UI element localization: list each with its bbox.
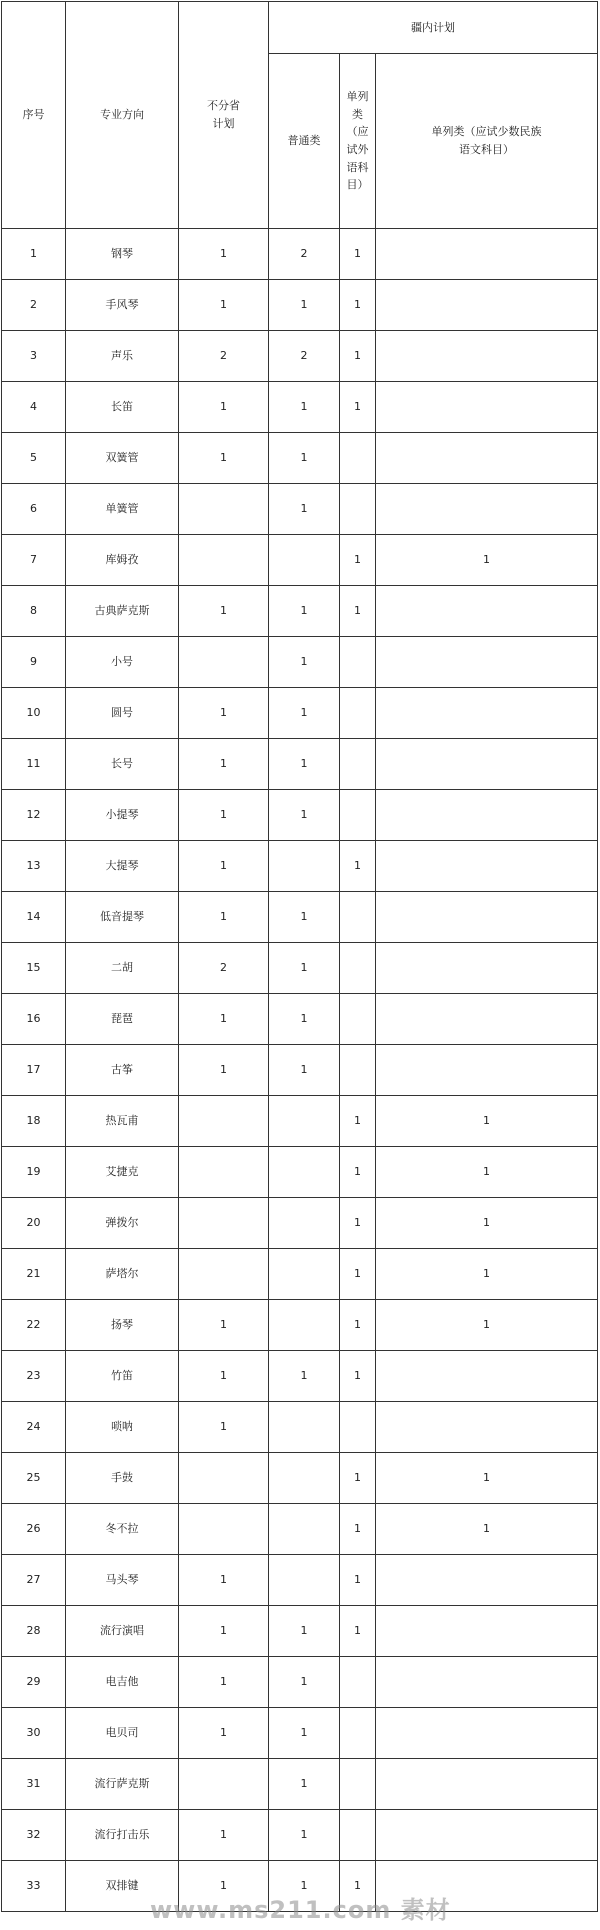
- cell-single-minority-language: 1: [376, 1453, 598, 1504]
- table-row: [2, 943, 598, 994]
- cell-single-minority-language: [376, 790, 598, 841]
- cell-single-foreign-language: 1: [340, 1300, 376, 1351]
- cell-single-foreign-language: 1: [340, 1147, 376, 1198]
- cell-single-minority-language: 1: [376, 1147, 598, 1198]
- cell-single-minority-language: [376, 688, 598, 739]
- table-row: [2, 1198, 598, 1249]
- cell-seq: 26: [2, 1504, 66, 1555]
- header-xinjiang-plan: 疆内计划: [269, 2, 598, 54]
- cell-single-minority-language: 1: [376, 1198, 598, 1249]
- cell-cross-province: 1: [179, 1351, 269, 1402]
- cell-major: 竹笛: [66, 1351, 179, 1402]
- cell-single-foreign-language: [340, 1045, 376, 1096]
- cell-seq: 28: [2, 1606, 66, 1657]
- cell-single-minority-language: 1: [376, 1300, 598, 1351]
- cell-cross-province: 1: [179, 1402, 269, 1453]
- cell-major: 库姆孜: [66, 535, 179, 586]
- table-row: [2, 331, 598, 382]
- cell-major: 二胡: [66, 943, 179, 994]
- cell-single-minority-language: [376, 1657, 598, 1708]
- cell-single-foreign-language: 1: [340, 1198, 376, 1249]
- cell-cross-province: [179, 1147, 269, 1198]
- table-row: [2, 994, 598, 1045]
- table-row: [2, 1657, 598, 1708]
- cell-seq: 32: [2, 1810, 66, 1861]
- cell-seq: 10: [2, 688, 66, 739]
- cell-single-foreign-language: 1: [340, 1453, 376, 1504]
- cell-single-foreign-language: [340, 790, 376, 841]
- cell-major: 长笛: [66, 382, 179, 433]
- cell-cross-province: 1: [179, 688, 269, 739]
- cell-single-foreign-language: [340, 637, 376, 688]
- cell-major: 长号: [66, 739, 179, 790]
- cell-seq: 19: [2, 1147, 66, 1198]
- cell-seq: 7: [2, 535, 66, 586]
- table-row: [2, 1402, 598, 1453]
- cell-cross-province: 1: [179, 1810, 269, 1861]
- cell-general: 1: [269, 637, 340, 688]
- cell-major: 手风琴: [66, 280, 179, 331]
- cell-general: 2: [269, 331, 340, 382]
- cell-major: 弹拨尔: [66, 1198, 179, 1249]
- cell-major: 唢呐: [66, 1402, 179, 1453]
- cell-major: 电贝司: [66, 1708, 179, 1759]
- header-major: 专业方向: [66, 2, 179, 229]
- cell-general: [269, 1147, 340, 1198]
- cell-seq: 29: [2, 1657, 66, 1708]
- cell-seq: 33: [2, 1861, 66, 1912]
- cell-general: [269, 1249, 340, 1300]
- cell-single-minority-language: [376, 229, 598, 280]
- table-row: [2, 586, 598, 637]
- cell-cross-province: 1: [179, 892, 269, 943]
- cell-major: 电吉他: [66, 1657, 179, 1708]
- cell-general: 1: [269, 739, 340, 790]
- cell-general: [269, 1453, 340, 1504]
- cell-cross-province: [179, 1249, 269, 1300]
- cell-general: 1: [269, 1351, 340, 1402]
- cell-single-minority-language: 1: [376, 1249, 598, 1300]
- cell-general: [269, 1504, 340, 1555]
- cell-cross-province: 1: [179, 1555, 269, 1606]
- cell-single-foreign-language: 1: [340, 1606, 376, 1657]
- cell-major: 声乐: [66, 331, 179, 382]
- cell-single-minority-language: [376, 637, 598, 688]
- cell-single-foreign-language: [340, 484, 376, 535]
- cell-major: 双排键: [66, 1861, 179, 1912]
- cell-seq: 18: [2, 1096, 66, 1147]
- cell-seq: 22: [2, 1300, 66, 1351]
- cell-single-minority-language: [376, 433, 598, 484]
- cell-single-foreign-language: [340, 1657, 376, 1708]
- header-single-foreign-language-text: 单列类（应试外语科目）: [346, 90, 369, 192]
- cell-major: 古筝: [66, 1045, 179, 1096]
- cell-single-foreign-language: [340, 1708, 376, 1759]
- cell-cross-province: 1: [179, 433, 269, 484]
- table-row: [2, 1096, 598, 1147]
- cell-seq: 3: [2, 331, 66, 382]
- cell-general: 1: [269, 484, 340, 535]
- cell-general: 1: [269, 1045, 340, 1096]
- cell-general: 1: [269, 1861, 340, 1912]
- table-row: [2, 229, 598, 280]
- cell-seq: 1: [2, 229, 66, 280]
- cell-cross-province: 1: [179, 280, 269, 331]
- table-row: [2, 1147, 598, 1198]
- cell-major: 大提琴: [66, 841, 179, 892]
- table-row: [2, 739, 598, 790]
- cell-cross-province: 1: [179, 1300, 269, 1351]
- table-row: [2, 1708, 598, 1759]
- table-row: [2, 1300, 598, 1351]
- header-seq: 序号: [2, 2, 66, 229]
- cell-single-foreign-language: 1: [340, 1555, 376, 1606]
- site-watermark: www.ms211.com 素材: [150, 1896, 451, 1924]
- table-row: [2, 1045, 598, 1096]
- cell-single-minority-language: [376, 280, 598, 331]
- table-row: [2, 1249, 598, 1300]
- cell-seq: 21: [2, 1249, 66, 1300]
- cell-seq: 30: [2, 1708, 66, 1759]
- table-row: [2, 688, 598, 739]
- cell-major: 流行萨克斯: [66, 1759, 179, 1810]
- cell-single-foreign-language: 1: [340, 1861, 376, 1912]
- cell-general: 1: [269, 433, 340, 484]
- cell-major: 艾捷克: [66, 1147, 179, 1198]
- cell-single-minority-language: [376, 1555, 598, 1606]
- cell-cross-province: [179, 535, 269, 586]
- cell-general: 1: [269, 994, 340, 1045]
- cell-cross-province: 1: [179, 841, 269, 892]
- cell-cross-province: [179, 1504, 269, 1555]
- cell-single-foreign-language: [340, 688, 376, 739]
- cell-general: 1: [269, 790, 340, 841]
- cell-seq: 20: [2, 1198, 66, 1249]
- cell-major: 低音提琴: [66, 892, 179, 943]
- cell-seq: 9: [2, 637, 66, 688]
- cell-general: 1: [269, 1708, 340, 1759]
- cell-single-minority-language: [376, 994, 598, 1045]
- cell-single-foreign-language: 1: [340, 280, 376, 331]
- cell-general: 2: [269, 229, 340, 280]
- cell-seq: 31: [2, 1759, 66, 1810]
- cell-general: 1: [269, 943, 340, 994]
- cell-seq: 17: [2, 1045, 66, 1096]
- header-general: 普通类: [269, 54, 340, 229]
- cell-major: 古典萨克斯: [66, 586, 179, 637]
- cell-major: 双簧管: [66, 433, 179, 484]
- cell-general: [269, 1096, 340, 1147]
- cell-general: [269, 841, 340, 892]
- cell-major: 琵琶: [66, 994, 179, 1045]
- table-row: [2, 1861, 598, 1912]
- cell-single-minority-language: [376, 331, 598, 382]
- cell-general: [269, 1555, 340, 1606]
- cell-single-foreign-language: 1: [340, 1351, 376, 1402]
- cell-single-foreign-language: 1: [340, 1096, 376, 1147]
- cell-cross-province: 1: [179, 1045, 269, 1096]
- table-row: [2, 637, 598, 688]
- cell-single-foreign-language: 1: [340, 535, 376, 586]
- cell-single-minority-language: [376, 1402, 598, 1453]
- table-row: [2, 280, 598, 331]
- cell-single-minority-language: [376, 1861, 598, 1912]
- table-row: [2, 1504, 598, 1555]
- table-row: [2, 1759, 598, 1810]
- cell-cross-province: 1: [179, 1708, 269, 1759]
- cell-single-minority-language: [376, 484, 598, 535]
- cell-cross-province: 2: [179, 331, 269, 382]
- cell-single-foreign-language: [340, 433, 376, 484]
- cell-single-minority-language: [376, 1045, 598, 1096]
- cell-seq: 24: [2, 1402, 66, 1453]
- cell-seq: 14: [2, 892, 66, 943]
- cell-single-minority-language: [376, 1708, 598, 1759]
- cell-major: 萨塔尔: [66, 1249, 179, 1300]
- cell-cross-province: 1: [179, 994, 269, 1045]
- cell-major: 流行演唱: [66, 1606, 179, 1657]
- cell-major: 流行打击乐: [66, 1810, 179, 1861]
- cell-single-minority-language: 1: [376, 1504, 598, 1555]
- header-single-minority-language-text: 单列类（应试少数民族语文科目）: [431, 125, 542, 156]
- cell-single-minority-language: [376, 1606, 598, 1657]
- cell-seq: 27: [2, 1555, 66, 1606]
- cell-seq: 15: [2, 943, 66, 994]
- table-row: [2, 535, 598, 586]
- table-row: [2, 790, 598, 841]
- cell-general: [269, 1300, 340, 1351]
- cell-cross-province: [179, 637, 269, 688]
- cell-major: 手鼓: [66, 1453, 179, 1504]
- cell-single-foreign-language: 1: [340, 586, 376, 637]
- cell-seq: 23: [2, 1351, 66, 1402]
- cell-general: 1: [269, 1759, 340, 1810]
- cell-seq: 12: [2, 790, 66, 841]
- cell-cross-province: 2: [179, 943, 269, 994]
- cell-single-minority-language: [376, 1351, 598, 1402]
- cell-cross-province: 1: [179, 1657, 269, 1708]
- cell-single-foreign-language: 1: [340, 1504, 376, 1555]
- table-row: [2, 841, 598, 892]
- cell-single-foreign-language: [340, 994, 376, 1045]
- header-single-foreign-language: [340, 54, 376, 229]
- cell-single-minority-language: 1: [376, 535, 598, 586]
- cell-single-minority-language: [376, 1810, 598, 1861]
- cell-single-foreign-language: [340, 1759, 376, 1810]
- header-single-minority-language: [376, 54, 598, 229]
- cell-general: 1: [269, 280, 340, 331]
- cell-cross-province: [179, 1759, 269, 1810]
- table-row: [2, 1453, 598, 1504]
- header-cross-province: [179, 2, 269, 229]
- cell-single-foreign-language: [340, 1810, 376, 1861]
- cell-single-minority-language: [376, 586, 598, 637]
- table-row: [2, 1810, 598, 1861]
- table-row: [2, 1351, 598, 1402]
- cell-general: 1: [269, 1657, 340, 1708]
- cell-single-foreign-language: [340, 739, 376, 790]
- cell-seq: 25: [2, 1453, 66, 1504]
- cell-single-minority-language: [376, 943, 598, 994]
- cell-cross-province: 1: [179, 229, 269, 280]
- cell-single-foreign-language: 1: [340, 1249, 376, 1300]
- cell-major: 小号: [66, 637, 179, 688]
- cell-general: 1: [269, 586, 340, 637]
- cell-cross-province: 1: [179, 586, 269, 637]
- cell-single-minority-language: [376, 1759, 598, 1810]
- cell-single-foreign-language: [340, 1402, 376, 1453]
- cell-single-foreign-language: 1: [340, 382, 376, 433]
- cell-major: 圆号: [66, 688, 179, 739]
- cell-cross-province: [179, 1198, 269, 1249]
- cell-major: 热瓦甫: [66, 1096, 179, 1147]
- table-row: [2, 892, 598, 943]
- cell-single-minority-language: 1: [376, 1096, 598, 1147]
- header-cross-province-text: 不分省计划: [207, 99, 240, 130]
- cell-major: 扬琴: [66, 1300, 179, 1351]
- cell-seq: 5: [2, 433, 66, 484]
- cell-cross-province: 1: [179, 790, 269, 841]
- cell-single-minority-language: [376, 382, 598, 433]
- cell-general: 1: [269, 382, 340, 433]
- cell-major: 小提琴: [66, 790, 179, 841]
- cell-general: [269, 1402, 340, 1453]
- cell-cross-province: [179, 1453, 269, 1504]
- cell-major: 钢琴: [66, 229, 179, 280]
- cell-single-foreign-language: 1: [340, 229, 376, 280]
- table-row: [2, 433, 598, 484]
- table-row: [2, 1606, 598, 1657]
- cell-major: 单簧管: [66, 484, 179, 535]
- enrollment-plan-table: [1, 1, 598, 1912]
- cell-cross-province: 1: [179, 382, 269, 433]
- cell-seq: 11: [2, 739, 66, 790]
- header-row-top: [2, 2, 598, 54]
- cell-single-foreign-language: [340, 892, 376, 943]
- cell-cross-province: [179, 484, 269, 535]
- cell-single-foreign-language: 1: [340, 841, 376, 892]
- cell-general: 1: [269, 1606, 340, 1657]
- cell-seq: 2: [2, 280, 66, 331]
- cell-seq: 4: [2, 382, 66, 433]
- cell-major: 马头琴: [66, 1555, 179, 1606]
- cell-cross-province: [179, 1096, 269, 1147]
- cell-general: [269, 535, 340, 586]
- cell-single-foreign-language: 1: [340, 331, 376, 382]
- cell-cross-province: 1: [179, 1606, 269, 1657]
- cell-general: [269, 1198, 340, 1249]
- cell-single-minority-language: [376, 841, 598, 892]
- cell-seq: 6: [2, 484, 66, 535]
- cell-single-minority-language: [376, 892, 598, 943]
- table-row: [2, 1555, 598, 1606]
- cell-seq: 13: [2, 841, 66, 892]
- cell-single-minority-language: [376, 739, 598, 790]
- cell-general: 1: [269, 688, 340, 739]
- table-row: [2, 382, 598, 433]
- table-row: [2, 484, 598, 535]
- cell-cross-province: 1: [179, 1861, 269, 1912]
- cell-single-foreign-language: [340, 943, 376, 994]
- cell-major: 冬不拉: [66, 1504, 179, 1555]
- cell-cross-province: 1: [179, 739, 269, 790]
- cell-general: 1: [269, 1810, 340, 1861]
- cell-seq: 16: [2, 994, 66, 1045]
- cell-seq: 8: [2, 586, 66, 637]
- cell-general: 1: [269, 892, 340, 943]
